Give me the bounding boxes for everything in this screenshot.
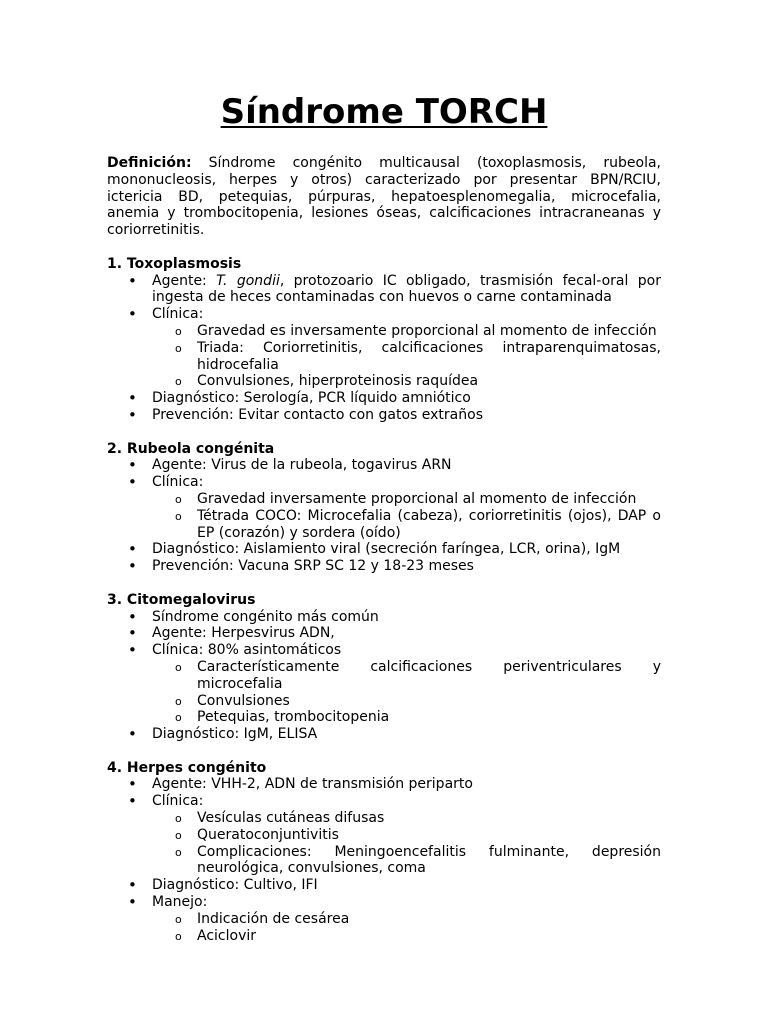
section-citomegalovirus [107,592,661,743]
definition-paragraph [107,155,661,239]
section-heading: 3. Citomegalovirus [107,591,256,608]
list-item-clinic: • Clínica: 80% asintomáticos [107,642,661,659]
section-list [107,609,661,743]
sub-list-item: o Gravedad es inversamente proporcional al momento de infección [107,323,661,340]
list-item-agent: • Agente: VHH-2, ADN de transmisión periparto [107,776,661,793]
definition-label: Definición: [107,155,192,171]
sub-list-item: o Aciclovir [107,928,661,945]
sub-list-item: o Indicación de cesárea [107,911,661,928]
section-list [107,273,661,424]
document-body [107,155,661,944]
section-heading: 4. Herpes congénito [107,759,267,776]
sub-list-item: o Petequias, trombocitopenia [107,709,661,726]
page-title: Síndrome TORCH [220,92,548,132]
list-item-agent: • Agente: Herpesvirus ADN, [107,625,661,642]
list-item-prevention: • Prevención: Evitar contacto con gatos extraños [107,407,661,424]
sub-list-item: o Tétrada COCO: Microcefalia (cabeza), coriorretinitis (ojos), DAP o EP (corazón) y sordera (oído) [107,508,661,542]
list-item-clinic: • Clínica: [107,474,661,491]
agent-italic: T. gondii [216,272,280,289]
sub-list-item: o Convulsiones [107,693,661,710]
list-item-diagnosis: • Diagnóstico: IgM, ELISA [107,726,661,743]
section-list [107,457,661,575]
sub-list-item: o Queratoconjuntivitis [107,827,661,844]
list-item-fact: • Síndrome congénito más común [107,609,661,626]
agent-prefix: Agente: [152,272,217,289]
list-item-clinic: • Clínica: [107,306,661,323]
sub-list-item: o Característicamente calcificaciones periventriculares y microcefalia [107,659,661,693]
list-item-diagnosis: • Diagnóstico: Aislamiento viral (secreción faríngea, LCR, orina), IgM [107,541,661,558]
section-heading: 2. Rubeola congénita [107,440,275,457]
list-item-clinic: • Clínica: [107,793,661,810]
section-rubeola [107,441,661,575]
sub-list-item: o Gravedad inversamente proporcional al momento de infección [107,491,661,508]
list-item-diagnosis: • Diagnóstico: Cultivo, IFI [107,877,661,894]
definition-text: Síndrome congénito multicausal (toxoplasmosis, rubeola, mononucleosis, herpes y otros) caracterizado por presentar BPN/RCIU, ictericia BD, petequias, púrpuras, hepatoesplenomegalia, microcefalia, anemia y trombocitopenia, lesiones óseas, calcificaciones intracraneanas y coriorretinitis. [107,155,661,239]
list-item-diagnosis: • Diagnóstico: Serología, PCR líquido amniótico [107,390,661,407]
agent-rest: , protozoario IC obligado, trasmisión fecal-oral por ingesta de heces contaminadas con huevos o carne contaminada [152,272,661,306]
section-heading: 1. Toxoplasmosis [107,255,242,272]
sub-list-item: o Complicaciones: Meningoencefalitis fulminante, depresión neurológica, convulsiones, coma [107,844,661,878]
list-item-prevention: • Prevención: Vacuna SRP SC 12 y 18-23 meses [107,558,661,575]
sub-list-item: o Vesículas cutáneas difusas [107,810,661,827]
list-item-management: • Manejo: [107,894,661,911]
section-toxoplasmosis [107,256,661,424]
sub-list-item: o Convulsiones, hiperproteinosis raquídea [107,373,661,390]
sub-list-item: o Triada: Coriorretinitis, calcificaciones intraparenquimatosas, hidrocefalia [107,340,661,374]
list-item-agent [107,273,661,307]
section-herpes [107,760,661,945]
section-list [107,776,661,944]
list-item-agent: • Agente: Virus de la rubeola, togavirus ARN [107,457,661,474]
